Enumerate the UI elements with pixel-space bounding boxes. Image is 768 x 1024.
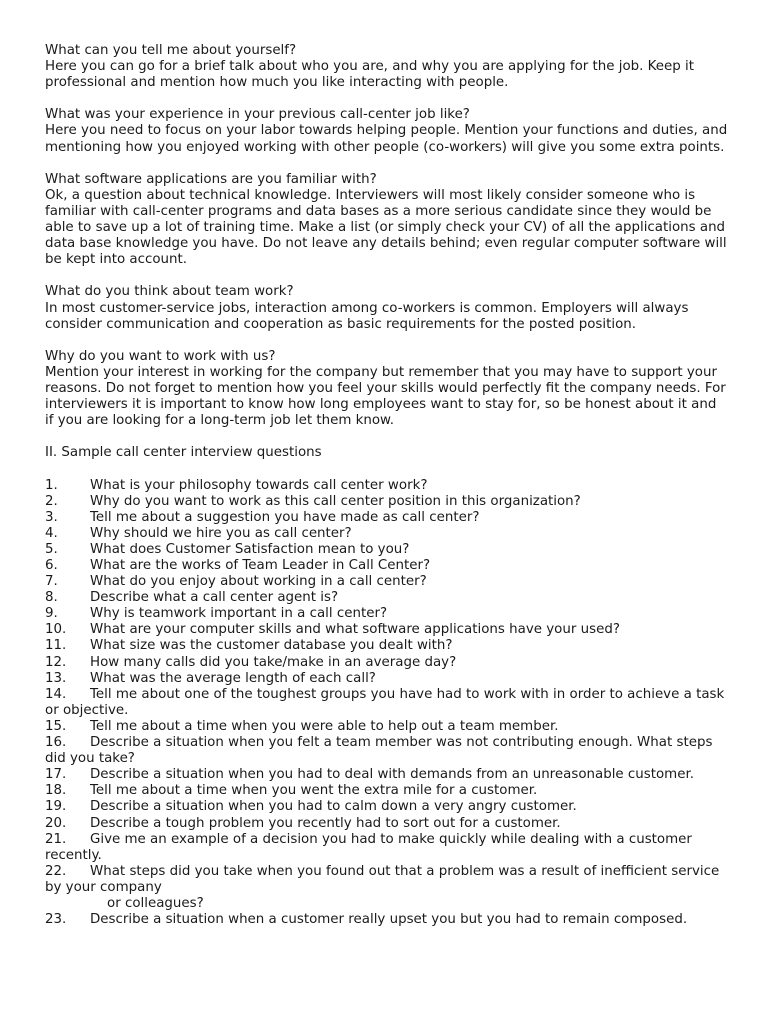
question-item [45, 912, 728, 928]
question-text: Describe a situation when you had to deal with demands from an unreasonable customer. [90, 767, 694, 783]
question-number: 11. [45, 638, 67, 654]
question-text: What does Customer Satisfaction mean to you? [90, 541, 410, 557]
question-text: What are your computer skills and what software applications have your used? [90, 622, 620, 638]
question-number: 17. [45, 767, 67, 783]
question-text: What do you enjoy about working in a call center? [90, 574, 427, 590]
question-item [45, 526, 728, 542]
question-text: Describe a situation when a customer really upset you but you had to remain composed. [90, 912, 688, 928]
question-item [45, 510, 728, 526]
question-item [45, 494, 728, 510]
question-list [45, 478, 728, 929]
question-text: Describe a situation when you had to calm down a very angry customer. [90, 799, 577, 815]
question-text: Tell me about one of the toughest groups you have had to work with in order to achieve a task or objective. [45, 686, 725, 718]
question-item [45, 735, 728, 767]
qa-question: What was your experience in your previous call-center job like? [45, 107, 470, 123]
question-number: 9. [45, 606, 58, 622]
question-text: Describe a tough problem you recently had to sort out for a customer. [90, 815, 561, 831]
question-item [45, 590, 728, 606]
question-number: 1. [45, 477, 58, 493]
qa-question: What can you tell me about yourself? [45, 43, 297, 58]
question-number: 2. [45, 493, 58, 509]
question-number: 3. [45, 509, 58, 525]
question-text: Tell me about a suggestion you have made as call center? [90, 509, 480, 525]
question-item [45, 622, 728, 638]
question-item [45, 767, 728, 783]
question-text: What steps did you take when you found out that a problem was a result of inefficient service by your company [45, 863, 720, 895]
question-number: 21. [45, 831, 67, 847]
qa-block [45, 107, 728, 155]
question-item [45, 832, 728, 864]
qa-question: What do you think about team work? [45, 284, 294, 300]
qa-answer: Mention your interest in working for the company but remember that you may have to support your reasons. Do not forget to mention how you feel your skills would perfectly fit the company needs. For interviewers it is important to know how long employees want to stay for, so be honest about it and if you are looking for a long-term job let them know. [45, 364, 726, 429]
question-item [45, 574, 728, 590]
question-text: Why do you want to work as this call center position in this organization? [90, 493, 581, 509]
qa-answer: Ok, a question about technical knowledge. Interviewers will most likely consider someone who is familiar with call-center programs and data bases as a more serious candidate since they would be able to save up a lot of training time. Make a list (or simply check your CV) of all the applications and data base knowledge you have. Do not leave any details behind; even regular computer software will be kept into account. [45, 187, 727, 268]
question-number: 10. [45, 622, 67, 638]
question-item [45, 558, 728, 574]
question-text: Give me an example of a decision you had to make quickly while dealing with a customer recently. [45, 831, 692, 863]
question-item [45, 816, 728, 832]
question-number: 5. [45, 541, 58, 557]
qa-answer: In most customer-service jobs, interaction among co-workers is common. Employers will always consider communication and cooperation as basic requirements for the posted position. [45, 300, 689, 332]
question-text: Tell me about a time when you were able to help out a team member. [90, 718, 559, 734]
qa-question: Why do you want to work with us? [45, 348, 276, 364]
qa-block [45, 349, 728, 429]
question-number: 8. [45, 590, 58, 606]
qa-block [45, 172, 728, 269]
qa-block [45, 284, 728, 332]
question-item [45, 799, 728, 815]
question-number: 14. [45, 686, 67, 702]
question-number: 4. [45, 525, 58, 541]
question-item [45, 542, 728, 558]
question-number: 16. [45, 735, 67, 751]
question-item [45, 783, 728, 799]
qa-block [45, 43, 728, 91]
question-text: Describe a situation when you felt a team member was not contributing enough. What steps did you take? [45, 735, 713, 767]
question-item [45, 864, 728, 912]
question-item [45, 478, 728, 494]
question-number: 23. [45, 912, 67, 928]
question-continuation: or colleagues? [107, 895, 204, 911]
question-text: What are the works of Team Leader in Call Center? [90, 558, 431, 573]
question-item [45, 655, 728, 671]
question-number: 13. [45, 670, 67, 686]
question-number: 22. [45, 863, 67, 879]
question-item [45, 638, 728, 654]
question-text: Tell me about a time when you went the extra mile for a customer. [90, 783, 538, 799]
question-item [45, 719, 728, 735]
question-text: Describe what a call center agent is? [90, 590, 339, 606]
section-title: II. Sample call center interview questions [45, 445, 322, 461]
question-number: 15. [45, 718, 67, 734]
question-text: What is your philosophy towards call center work? [90, 477, 428, 493]
question-item [45, 687, 728, 719]
question-number: 20. [45, 815, 67, 831]
question-text: How many calls did you take/make in an average day? [90, 654, 457, 670]
intro-section [45, 43, 728, 429]
question-text: Why should we hire you as call center? [90, 525, 352, 541]
question-text: Why is teamwork important in a call center? [90, 606, 388, 622]
question-text: What was the average length of each call? [90, 670, 376, 686]
question-item [45, 671, 728, 687]
question-number: 7. [45, 574, 58, 590]
question-text: What size was the customer database you dealt with? [90, 638, 453, 654]
qa-answer: Here you need to focus on your labor towards helping people. Mention your functions and duties, and mentioning how you enjoyed working with other people (co-workers) will give you some extra points. [45, 123, 728, 155]
question-number: 12. [45, 654, 67, 670]
question-number: 18. [45, 783, 67, 799]
qa-answer: Here you can go for a brief talk about who you are, and why you are applying for the job. Keep it professional and mention how much you like interacting with people. [45, 59, 694, 91]
question-number: 19. [45, 799, 67, 815]
qa-question: What software applications are you familiar with? [45, 171, 377, 187]
question-number: 6. [45, 558, 58, 573]
question-item [45, 606, 728, 622]
